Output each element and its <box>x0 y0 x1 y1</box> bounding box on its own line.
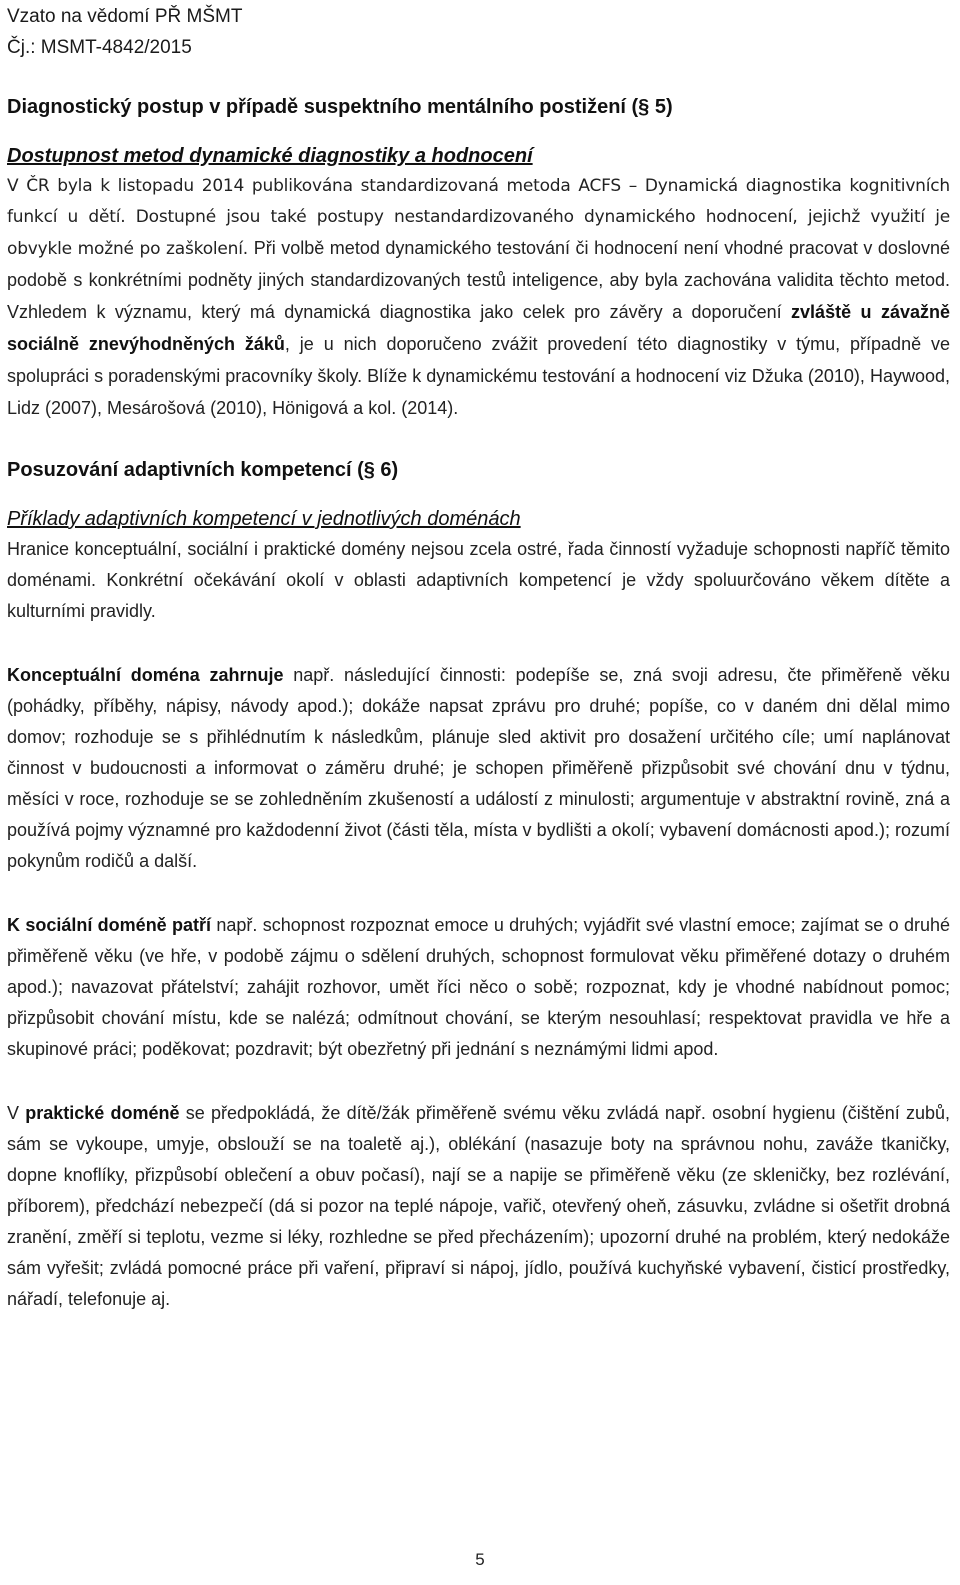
paragraph-method-choice-bold: zvláště u závažně sociálně znevýhodněných žáků <box>7 302 950 354</box>
social-domain-text: např. schopnost rozpoznat emoce u druhých; vyjádřit své vlastní emoce; zajímat se o druhé přiměřeně věku (ve hře, v podobě zájmu o sdělení druhých, schopnost formulovat věku přiměřené dotazy o druhém apod.); navazovat přátelství; zahájit rozhovor, umět říci něco o sobě; rozpoznat, kdy je vhodné nabídnout pomoc; přizpůsobit chování místu, kde se nalézá; odmítnout chování, se kterým nesouhlasí; respektovat pravidla ve hře a skupinové práci; poděkovat; pozdravit; být obezřetný při jednání s neznámými lidmi apod. <box>7 915 950 1059</box>
conceptual-domain-text: např. následující činnosti: podepíše se, zná svoji adresu, čte přiměřeně věku (pohádky, příběhy, nápisy, návody apod.); dokáže napsat zprávu pro druhé; popíše, co v daném dni dělal mimo domov; rozhoduje se s přihlédnutím k následkům, plánuje sled aktivit pro dosažení určitého cíle; umí naplánovat činnost v budoucnosti a informovat o záměru druhé; je schopen přiměřeně přizpůsobit své chování dnu v týdnu, měsíci v roce, rozhoduje se se zohledněním zkušeností a událostí z minulosti; argumentuje v abstraktní rovině, zná a používá pojmy významné pro každodenní život (části těla, místa v bydlišti a okolí; vybavení domácnosti apod.); rozumí pokynům rodičů a další. <box>7 665 950 871</box>
practical-domain-text: se předpokládá, že dítě/žák přiměřeně svému věku zvládá např. osobní hygienu (čištění zubů, sám se vykoupe, umyje, obslouží se na toaletě aj.), oblékání (nasazuje boty na správnou nohu, zaváže tkaničky, dopne knoflíky, přizpůsobí oblečení a obuv počasí), nají se a napije se přiměřeně věku (ze skleničky, bez rozlévání, příborem), předchází nebezpečí (dá si pozor na teplé nápoje, vařič, otevřený oheň, zásuvku, zvládne si ošetřit drobná zranění, změří si teplotu, vezme si léky, rozhledne se před přecházením); upozorní druhé na problém, který nedokáže sám vyřešit; zvládá pomocné práce při vaření, připraví si nápoj, jídlo, používá kuchyňské vybavení, čisticí prostředky, nářadí, telefonuje aj. <box>7 1103 950 1309</box>
paragraph-method-choice-text-1: Při volbě metod dynamického testování či hodnocení není vhodné pracovat v doslovné podobě s konkrétními podněty jiných standardizovaných testů inteligence, aby byla zachována validita těchto metod. Vzhledem k významu, který má dynamická diagnostika jako celek pro závěry a doporučení <box>7 238 950 322</box>
section-heading-adaptive-competences: Posuzování adaptivních kompetencí (§ 6) <box>7 459 399 481</box>
paragraph-acfs-method <box>7 171 950 425</box>
practical-domain-prefix: V <box>7 1103 26 1123</box>
social-domain-lead: K sociální doméně patří <box>7 915 212 935</box>
paragraph-social-domain <box>7 910 950 1065</box>
section-heading-diagnostic-procedure: Diagnostický postup v případě suspektního mentálního postižení (§ 5) <box>7 96 673 118</box>
paragraph-method-choice-text-2: , je u nich doporučeno zvážit provedení této diagnostiky v týmu, případně ve spolupráci s poradenskými pracovníky školy. Blíže k dynamickému testování a hodnocení viz Džuka (2010), Haywood, Lidz (2007), Mesárošová (2010), Hönigová a kol. (2014). <box>7 334 951 418</box>
header-reference-number: Čj.: MSMT-4842/2015 <box>7 37 192 58</box>
paragraph-acfs-text: V ČR byla k listopadu 2014 publikována standardizovaná metoda ACFS – Dynamická diagnostika kognitivních funkcí u dětí. Dostupné jsou také postupy nestandardizovaného dynamického hodnocení, jejichž využití je obvykle možné po zaškolení. <box>7 176 950 259</box>
page-number: 5 <box>475 1550 485 1569</box>
subheading-adaptive-examples: Příklady adaptivních kompetencí v jednotlivých doménách <box>7 508 521 530</box>
practical-domain-lead: praktické doméně <box>25 1103 180 1123</box>
paragraph-conceptual-domain <box>7 660 950 877</box>
subheading-dynamic-diagnostics: Dostupnost metod dynamické diagnostiky a hodnocení <box>7 145 533 167</box>
conceptual-domain-lead: Konceptuální doména zahrnuje <box>7 665 284 685</box>
document-header <box>7 0 950 63</box>
paragraph-practical-domain <box>7 1098 950 1315</box>
header-approval-line: Vzato na vědomí PŘ MŠMT <box>7 6 243 27</box>
paragraph-domains-intro: Hranice konceptuální, sociální i praktické domény nejsou zcela ostré, řada činností vyžaduje schopnosti napříč těmito doménami. Konkrétní očekávání okolí v oblasti adaptivních kompetencí je vždy spoluurčováno věkem dítěte a kulturními pravidly. <box>7 539 950 621</box>
